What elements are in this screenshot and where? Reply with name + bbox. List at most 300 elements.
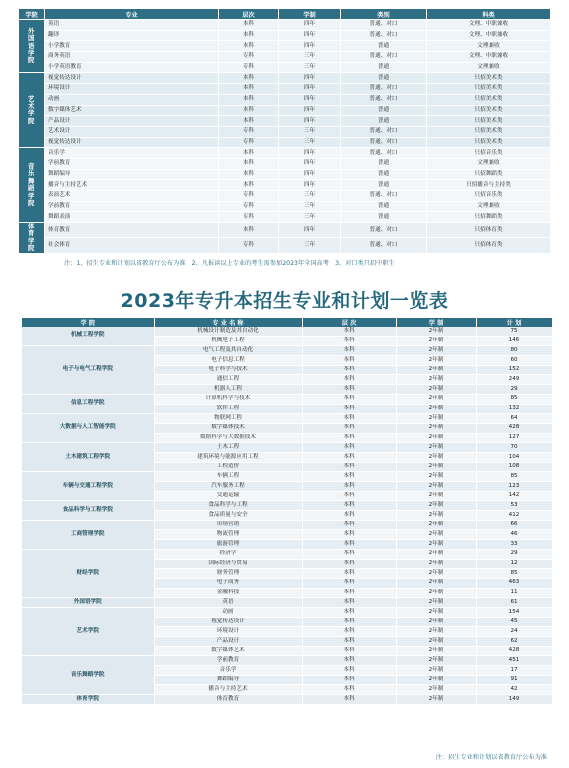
duration-cell: 2年制 xyxy=(396,356,476,366)
duration-cell: 2年制 xyxy=(396,646,476,656)
plan-cell: 29 xyxy=(476,549,552,559)
duration-cell: 三年 xyxy=(279,191,341,202)
level-cell: 本科 xyxy=(219,158,279,169)
major-name-cell: 经济学 xyxy=(154,549,302,559)
major-cell: 音乐学 xyxy=(45,148,219,159)
level-cell: 本科 xyxy=(302,482,396,492)
major-cell: 翻译 xyxy=(45,30,219,41)
table-row xyxy=(22,695,552,705)
duration-cell: 2年制 xyxy=(396,491,476,501)
college-name: 音乐舞蹈学院 xyxy=(28,162,35,207)
duration-cell: 2年制 xyxy=(396,501,476,511)
level-cell: 本科 xyxy=(302,443,396,453)
duration-cell: 2年制 xyxy=(396,569,476,579)
major-name-cell: 交通运输 xyxy=(154,491,302,501)
table-header-row xyxy=(19,9,551,20)
major-cell: 表演艺术 xyxy=(45,191,219,202)
duration-cell: 三年 xyxy=(279,52,341,63)
duration-cell: 2年制 xyxy=(396,404,476,414)
college-cell: 信息工程学院 xyxy=(22,394,154,413)
duration-cell: 2年制 xyxy=(396,540,476,550)
major-name-cell: 机械电子工程 xyxy=(154,336,302,346)
level-cell: 本科 xyxy=(302,695,396,705)
table-row xyxy=(19,52,551,63)
subject-type-cell: 只招美术类 xyxy=(427,94,551,105)
category-cell: 普通、对口 xyxy=(341,20,427,31)
header-subject-type: 科类 xyxy=(427,9,551,20)
major-cell: 小学教育 xyxy=(45,41,219,52)
subject-type-cell: 只招音乐类 xyxy=(427,148,551,159)
major-name-cell: 市场营销 xyxy=(154,520,302,530)
table-row xyxy=(19,126,551,137)
level-cell: 本科 xyxy=(302,414,396,424)
table-header-row xyxy=(22,318,552,327)
duration-cell: 2年制 xyxy=(396,675,476,685)
duration-cell: 三年 xyxy=(279,238,341,253)
level-cell: 本科 xyxy=(302,685,396,695)
level-cell: 本科 xyxy=(302,656,396,666)
duration-cell: 四年 xyxy=(279,223,341,238)
duration-cell: 2年制 xyxy=(396,423,476,433)
plan-cell: 428 xyxy=(476,423,552,433)
undergrad-majors-table xyxy=(18,8,551,254)
duration-cell: 四年 xyxy=(279,94,341,105)
major-name-cell: 机械设计制造及其自动化 xyxy=(154,327,302,336)
duration-cell: 2年制 xyxy=(396,588,476,598)
table-row xyxy=(22,520,552,530)
subject-type-cell: 只招音乐类 xyxy=(427,191,551,202)
duration-cell: 2年制 xyxy=(396,462,476,472)
table-row xyxy=(19,148,551,159)
level-cell: 本科 xyxy=(219,30,279,41)
level-cell: 本科 xyxy=(302,511,396,521)
table-row xyxy=(22,598,552,608)
table-row xyxy=(19,73,551,84)
header-level: 层次 xyxy=(219,9,279,20)
plan-cell: 132 xyxy=(476,404,552,414)
major-name-cell: 音乐学 xyxy=(154,666,302,676)
major-name-cell: 体育教育 xyxy=(154,695,302,705)
major-name-cell: 计算机科学与技术 xyxy=(154,394,302,404)
level-cell: 本科 xyxy=(302,598,396,608)
plan-cell: 53 xyxy=(476,501,552,511)
college-cell: 财经学院 xyxy=(22,549,154,597)
subject-type-cell: 只招美术类 xyxy=(427,105,551,116)
table-row xyxy=(22,501,552,511)
duration-cell: 2年制 xyxy=(396,627,476,637)
major-name-cell: 建筑环境与能源应用工程 xyxy=(154,452,302,462)
upgrade-plan-body xyxy=(22,327,552,704)
table-row xyxy=(19,238,551,253)
table-row xyxy=(19,180,551,191)
level-cell: 本科 xyxy=(302,491,396,501)
subject-type-cell: 文理兼收 xyxy=(427,41,551,52)
level-cell: 本科 xyxy=(302,559,396,569)
duration-cell: 2年制 xyxy=(396,637,476,647)
major-cell: 产品设计 xyxy=(45,116,219,127)
duration-cell: 2年制 xyxy=(396,336,476,346)
category-cell: 普通、对口 xyxy=(341,148,427,159)
duration-cell: 2年制 xyxy=(396,617,476,627)
college-cell xyxy=(19,148,45,223)
category-cell: 普通 xyxy=(341,62,427,73)
category-cell: 普通 xyxy=(341,212,427,223)
table-row xyxy=(19,20,551,31)
top-table-note: 注：1、招生专业和计划以省教育厅公布为准 2、凡报读以上专业的考生需参加2023年全国高考 3、对口类只招中职生 xyxy=(64,260,395,267)
major-name-cell: 英语 xyxy=(154,598,302,608)
major-name-cell: 汽车服务工程 xyxy=(154,482,302,492)
plan-cell: 451 xyxy=(476,656,552,666)
duration-cell: 2年制 xyxy=(396,598,476,608)
plan-cell: 91 xyxy=(476,675,552,685)
plan-cell: 249 xyxy=(476,375,552,385)
duration-cell: 2年制 xyxy=(396,559,476,569)
major-name-cell: 产品设计 xyxy=(154,637,302,647)
plan-cell: 463 xyxy=(476,578,552,588)
table-row xyxy=(19,137,551,148)
duration-cell: 2年制 xyxy=(396,520,476,530)
major-name-cell: 机器人工程 xyxy=(154,385,302,395)
subject-type-cell: 文理兼收 xyxy=(427,158,551,169)
level-cell: 本科 xyxy=(302,336,396,346)
duration-cell: 四年 xyxy=(279,158,341,169)
level-cell: 专科 xyxy=(219,137,279,148)
level-cell: 本科 xyxy=(219,223,279,238)
header-college: 学院 xyxy=(19,9,45,20)
category-cell: 普通 xyxy=(341,116,427,127)
major-cell: 环境设计 xyxy=(45,84,219,95)
header-level: 层 次 xyxy=(302,318,396,327)
level-cell: 本科 xyxy=(302,520,396,530)
plan-cell: 61 xyxy=(476,598,552,608)
college-cell xyxy=(19,73,45,148)
major-name-cell: 通信工程 xyxy=(154,375,302,385)
subject-type-cell: 只招体育类 xyxy=(427,223,551,238)
major-name-cell: 工程造价 xyxy=(154,462,302,472)
category-cell: 普通 xyxy=(341,105,427,116)
major-cell: 英语 xyxy=(45,20,219,31)
header-major: 专业 xyxy=(45,9,219,20)
major-cell: 学前教育 xyxy=(45,158,219,169)
plan-cell: 62 xyxy=(476,637,552,647)
level-cell: 本科 xyxy=(302,675,396,685)
major-cell: 社会体育 xyxy=(45,238,219,253)
plan-cell: 17 xyxy=(476,666,552,676)
college-cell: 食品科学与工程学院 xyxy=(22,501,154,520)
college-cell: 艺术学院 xyxy=(22,607,154,655)
duration-cell: 2年制 xyxy=(396,607,476,617)
duration-cell: 三年 xyxy=(279,126,341,137)
level-cell: 本科 xyxy=(302,607,396,617)
duration-cell: 2年制 xyxy=(396,385,476,395)
major-name-cell: 车辆工程 xyxy=(154,472,302,482)
college-cell: 音乐舞蹈学院 xyxy=(22,656,154,695)
level-cell: 专科 xyxy=(219,191,279,202)
category-cell: 普通、对口 xyxy=(341,238,427,253)
plan-cell: 42 xyxy=(476,685,552,695)
level-cell: 本科 xyxy=(302,569,396,579)
level-cell: 本科 xyxy=(302,394,396,404)
duration-cell: 2年制 xyxy=(396,346,476,356)
header-college: 学 院 xyxy=(22,318,154,327)
duration-cell: 四年 xyxy=(279,20,341,31)
category-cell: 普通、对口 xyxy=(341,84,427,95)
plan-cell: 412 xyxy=(476,511,552,521)
plan-cell: 70 xyxy=(476,443,552,453)
plan-cell: 85 xyxy=(476,394,552,404)
duration-cell: 四年 xyxy=(279,148,341,159)
bottom-table-note: 注：招生专业和计划以省教育厅公布为准 xyxy=(435,754,547,761)
major-cell: 舞蹈表演 xyxy=(45,212,219,223)
table-row xyxy=(19,84,551,95)
table-row xyxy=(19,158,551,169)
category-cell: 普通、对口 xyxy=(341,30,427,41)
duration-cell: 三年 xyxy=(279,212,341,223)
level-cell: 专科 xyxy=(219,126,279,137)
table-row xyxy=(19,94,551,105)
level-cell: 本科 xyxy=(302,404,396,414)
duration-cell: 四年 xyxy=(279,105,341,116)
major-name-cell: 国际经济与贸易 xyxy=(154,559,302,569)
level-cell: 本科 xyxy=(302,327,396,336)
duration-cell: 三年 xyxy=(279,137,341,148)
plan-cell: 146 xyxy=(476,336,552,346)
level-cell: 本科 xyxy=(302,666,396,676)
major-cell: 数字媒体艺术 xyxy=(45,105,219,116)
duration-cell: 2年制 xyxy=(396,394,476,404)
major-cell: 舞蹈编导 xyxy=(45,169,219,180)
duration-cell: 四年 xyxy=(279,116,341,127)
subject-type-cell: 只招美术类 xyxy=(427,84,551,95)
duration-cell: 2年制 xyxy=(396,685,476,695)
level-cell: 本科 xyxy=(302,423,396,433)
header-category: 类别 xyxy=(341,9,427,20)
level-cell: 本科 xyxy=(219,20,279,31)
category-cell: 普通 xyxy=(341,180,427,191)
college-cell xyxy=(19,223,45,253)
category-cell: 普通、对口 xyxy=(341,94,427,105)
level-cell: 专科 xyxy=(219,52,279,63)
duration-cell: 2年制 xyxy=(396,578,476,588)
level-cell: 本科 xyxy=(302,385,396,395)
subject-type-cell: 只招舞蹈类 xyxy=(427,212,551,223)
major-name-cell: 数据科学与大数据技术 xyxy=(154,433,302,443)
plan-cell: 12 xyxy=(476,559,552,569)
level-cell: 本科 xyxy=(302,462,396,472)
level-cell: 本科 xyxy=(219,148,279,159)
college-cell: 土木建筑工程学院 xyxy=(22,443,154,472)
college-cell: 车辆与交通工程学院 xyxy=(22,472,154,501)
duration-cell: 2年制 xyxy=(396,549,476,559)
level-cell: 本科 xyxy=(302,549,396,559)
duration-cell: 2年制 xyxy=(396,666,476,676)
header-plan: 计 划 xyxy=(476,318,552,327)
duration-cell: 四年 xyxy=(279,73,341,84)
subject-type-cell: 只招美术类 xyxy=(427,137,551,148)
plan-cell: 85 xyxy=(476,569,552,579)
table-row xyxy=(19,30,551,41)
table-row xyxy=(19,201,551,212)
major-name-cell: 电子信息工程 xyxy=(154,356,302,366)
category-cell: 普通 xyxy=(341,169,427,180)
level-cell: 专科 xyxy=(219,238,279,253)
duration-cell: 2年制 xyxy=(396,443,476,453)
major-cell: 体育教育 xyxy=(45,223,219,238)
level-cell: 专科 xyxy=(219,201,279,212)
level-cell: 本科 xyxy=(302,375,396,385)
major-name-cell: 软件工程 xyxy=(154,404,302,414)
major-name-cell: 食品科学与工程 xyxy=(154,501,302,511)
level-cell: 专科 xyxy=(219,62,279,73)
duration-cell: 2年制 xyxy=(396,452,476,462)
subject-type-cell: 文理、中职兼收 xyxy=(427,52,551,63)
plan-cell: 142 xyxy=(476,491,552,501)
category-cell: 普通 xyxy=(341,41,427,52)
subject-type-cell: 文理、中职兼收 xyxy=(427,30,551,41)
duration-cell: 2年制 xyxy=(396,695,476,705)
duration-cell: 2年制 xyxy=(396,365,476,375)
plan-cell: 80 xyxy=(476,346,552,356)
college-name: 艺术学院 xyxy=(28,94,35,125)
major-cell: 学前教育 xyxy=(45,201,219,212)
duration-cell: 2年制 xyxy=(396,472,476,482)
plan-cell: 60 xyxy=(476,356,552,366)
college-cell: 工商管理学院 xyxy=(22,520,154,549)
category-cell: 普通、对口 xyxy=(341,191,427,202)
duration-cell: 四年 xyxy=(279,30,341,41)
major-name-cell: 舞蹈编导 xyxy=(154,675,302,685)
level-cell: 本科 xyxy=(302,637,396,647)
table-row xyxy=(19,62,551,73)
level-cell: 本科 xyxy=(302,588,396,598)
level-cell: 本科 xyxy=(302,540,396,550)
major-name-cell: 物流管理 xyxy=(154,530,302,540)
level-cell: 本科 xyxy=(302,578,396,588)
category-cell: 普通、对口 xyxy=(341,137,427,148)
table-row xyxy=(22,414,552,424)
major-cell: 艺术设计 xyxy=(45,126,219,137)
duration-cell: 四年 xyxy=(279,169,341,180)
major-name-cell: 金融科技 xyxy=(154,588,302,598)
plan-cell: 11 xyxy=(476,588,552,598)
plan-cell: 108 xyxy=(476,462,552,472)
major-name-cell: 食品质量与安全 xyxy=(154,511,302,521)
plan-cell: 152 xyxy=(476,365,552,375)
header-duration: 学制 xyxy=(279,9,341,20)
level-cell: 本科 xyxy=(302,452,396,462)
page-title: 2023年专升本招生专业和计划一览表 xyxy=(120,290,449,312)
duration-cell: 2年制 xyxy=(396,511,476,521)
table-row xyxy=(19,41,551,52)
plan-cell: 149 xyxy=(476,695,552,705)
level-cell: 本科 xyxy=(219,84,279,95)
level-cell: 本科 xyxy=(302,433,396,443)
plan-cell: 104 xyxy=(476,452,552,462)
header-major-name: 专 业 名 称 xyxy=(154,318,302,327)
major-cell: 商务英语 xyxy=(45,52,219,63)
table-row xyxy=(19,212,551,223)
duration-cell: 2年制 xyxy=(396,656,476,666)
level-cell: 本科 xyxy=(219,169,279,180)
header-duration: 学 制 xyxy=(396,318,476,327)
major-cell: 播音与主持艺术 xyxy=(45,180,219,191)
level-cell: 专科 xyxy=(219,212,279,223)
plan-cell: 85 xyxy=(476,472,552,482)
subject-type-cell: 文理、中职兼收 xyxy=(427,20,551,31)
major-name-cell: 物联网工程 xyxy=(154,414,302,424)
table-row xyxy=(22,607,552,617)
college-cell: 外国语学院 xyxy=(22,598,154,608)
table-row xyxy=(19,223,551,238)
major-name-cell: 电气工程及其自动化 xyxy=(154,346,302,356)
college-cell xyxy=(19,20,45,73)
plan-cell: 127 xyxy=(476,433,552,443)
duration-cell: 2年制 xyxy=(396,327,476,336)
plan-cell: 46 xyxy=(476,530,552,540)
subject-type-cell: 只招舞蹈类 xyxy=(427,169,551,180)
subject-type-cell: 只招美术类 xyxy=(427,73,551,84)
level-cell: 本科 xyxy=(302,365,396,375)
duration-cell: 2年制 xyxy=(396,414,476,424)
major-cell: 视觉传达设计 xyxy=(45,137,219,148)
plan-cell: 29 xyxy=(476,385,552,395)
level-cell: 本科 xyxy=(302,617,396,627)
plan-cell: 33 xyxy=(476,540,552,550)
major-name-cell: 动画 xyxy=(154,607,302,617)
table-row xyxy=(22,472,552,482)
major-name-cell: 财务管理 xyxy=(154,569,302,579)
table-row xyxy=(22,443,552,453)
plan-cell: 64 xyxy=(476,414,552,424)
subject-type-cell: 只招美术类 xyxy=(427,116,551,127)
duration-cell: 四年 xyxy=(279,41,341,52)
college-cell: 体育学院 xyxy=(22,695,154,705)
upgrade-plan-table xyxy=(22,318,553,705)
table-row xyxy=(19,116,551,127)
plan-cell: 75 xyxy=(476,327,552,336)
level-cell: 本科 xyxy=(219,180,279,191)
major-name-cell: 土木工程 xyxy=(154,443,302,453)
subject-type-cell: 只招美术类 xyxy=(427,126,551,137)
table-row xyxy=(19,105,551,116)
level-cell: 本科 xyxy=(219,116,279,127)
major-cell: 动画 xyxy=(45,94,219,105)
major-name-cell: 学前教育 xyxy=(154,656,302,666)
level-cell: 本科 xyxy=(302,346,396,356)
table-row xyxy=(19,191,551,202)
subject-type-cell: 只招体育类 xyxy=(427,238,551,253)
major-name-cell: 数字媒体艺术 xyxy=(154,646,302,656)
duration-cell: 三年 xyxy=(279,62,341,73)
category-cell: 普通 xyxy=(341,73,427,84)
major-name-cell: 旅游管理 xyxy=(154,540,302,550)
duration-cell: 2年制 xyxy=(396,530,476,540)
plan-cell: 45 xyxy=(476,617,552,627)
table-row xyxy=(22,394,552,404)
major-name-cell: 数字媒体技术 xyxy=(154,423,302,433)
major-cell: 视觉传达设计 xyxy=(45,73,219,84)
level-cell: 本科 xyxy=(219,73,279,84)
duration-cell: 四年 xyxy=(279,84,341,95)
major-cell: 小学英语教育 xyxy=(45,62,219,73)
college-cell: 电子与电气工程学院 xyxy=(22,346,154,394)
category-cell: 普通 xyxy=(341,201,427,212)
duration-cell: 2年制 xyxy=(396,482,476,492)
level-cell: 本科 xyxy=(302,530,396,540)
college-name: 外国语学院 xyxy=(28,26,35,65)
major-name-cell: 播音与主持艺术 xyxy=(154,685,302,695)
category-cell: 普通、对口 xyxy=(341,223,427,238)
